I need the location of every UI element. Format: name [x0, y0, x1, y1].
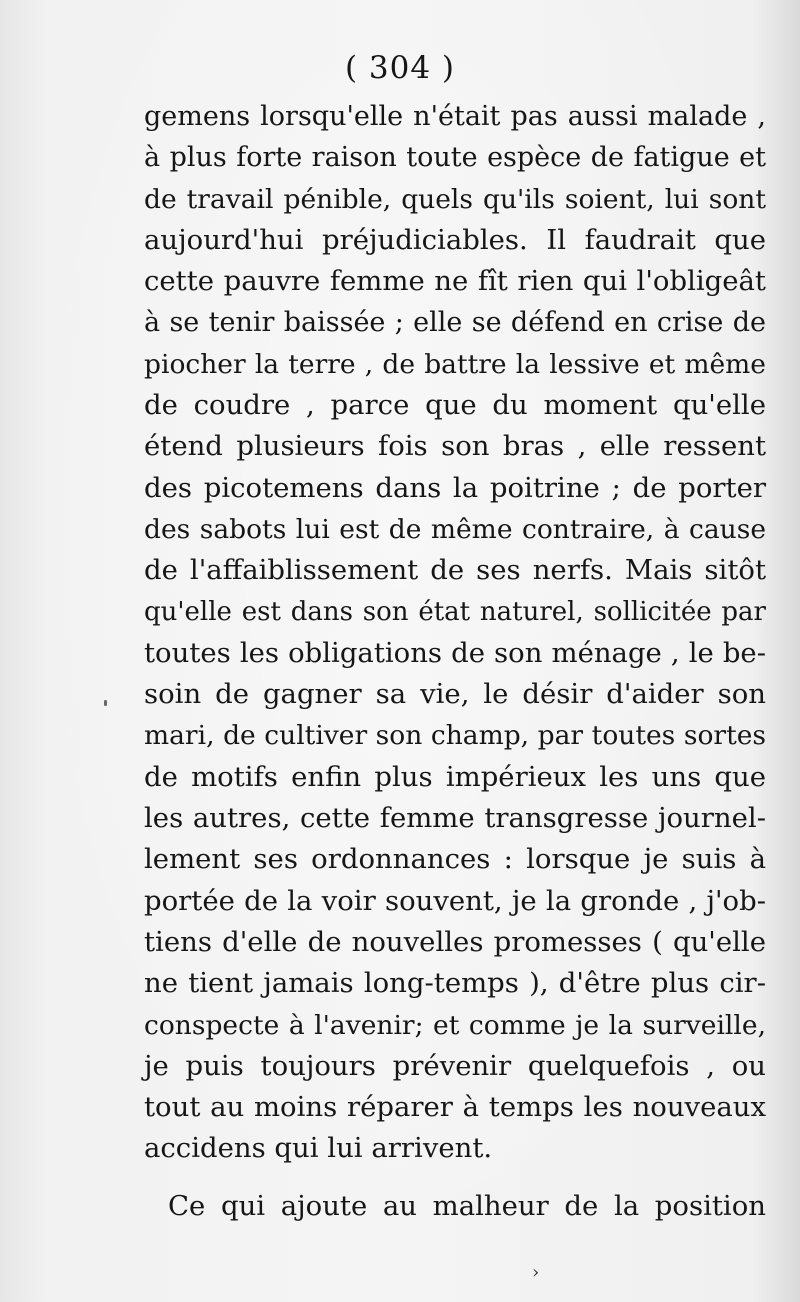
text-line: je puis toujours prévenir quelquefois , ou: [144, 1049, 766, 1082]
text-line: de travail pénible, quels qu'ils soient, lui sont: [144, 183, 766, 215]
text-line: des sabots lui est de même contraire, à cause: [144, 513, 766, 545]
text-line: qu'elle est dans son état naturel, sollicitée par: [144, 596, 766, 627]
text-line: gemens lorsqu'elle n'était pas aussi malade ,: [144, 101, 766, 132]
text-line: des picotemens dans la poitrine ; de porter: [144, 471, 766, 504]
paragraph: [144, 96, 766, 1170]
text-line: à plus forte raison toute espèce de fatigue et: [144, 142, 766, 174]
text-line: accidens qui lui arrivent.: [144, 1132, 493, 1165]
text-line: cette pauvre femme ne fît rien qui l'obligeât: [144, 265, 766, 298]
text-line: lement ses ordonnances : lorsque je suis à: [144, 843, 766, 876]
paragraph: [144, 1186, 766, 1227]
text-line: les autres, cette femme transgresse journel-: [144, 802, 766, 835]
text-line: toutes les obligations de son ménage , le be-: [144, 636, 766, 669]
page-number: ( 304 ): [344, 50, 456, 86]
text-line: Ce qui ajoute au malheur de la position: [168, 1189, 766, 1222]
text-line: tiens d'elle de nouvelles promesses ( qu'elle: [144, 925, 766, 958]
body-text: [144, 96, 766, 1227]
text-line: à se tenir baissée ; elle se défend en crise de: [144, 307, 766, 339]
text-line: portée de la voir souvent, je la gronde , j'ob-: [144, 884, 766, 917]
text-line: piocher la terre , de battre la lessive et même: [144, 348, 766, 380]
text-line: mari, de cultiver son champ, par toutes sortes: [144, 720, 766, 752]
text-line: étend plusieurs fois son bras , elle ressent: [144, 430, 766, 463]
text-line: soin de gagner sa vie, le désir d'aider son: [144, 678, 766, 711]
text-line: aujourd'hui préjudiciables. Il faudrait que: [144, 223, 766, 256]
text-line: de motifs enfin plus impérieux les uns que: [144, 760, 766, 793]
text-line: ne tient jamais long-temps ), d'être plus cir-: [144, 967, 766, 1000]
text-line: de l'affaiblissement de ses nerfs. Mais sitôt: [144, 554, 766, 587]
ink-speck: [104, 700, 107, 706]
paragraph-gap: [144, 1170, 766, 1186]
text-line: conspecte à l'avenir; et comme je la surveille,: [144, 1009, 766, 1041]
text-line: tout au moins réparer à temps les nouveaux: [144, 1091, 766, 1124]
text-line: de coudre , parce que du moment qu'elle: [144, 389, 766, 422]
stray-mark: ›: [532, 1262, 540, 1283]
